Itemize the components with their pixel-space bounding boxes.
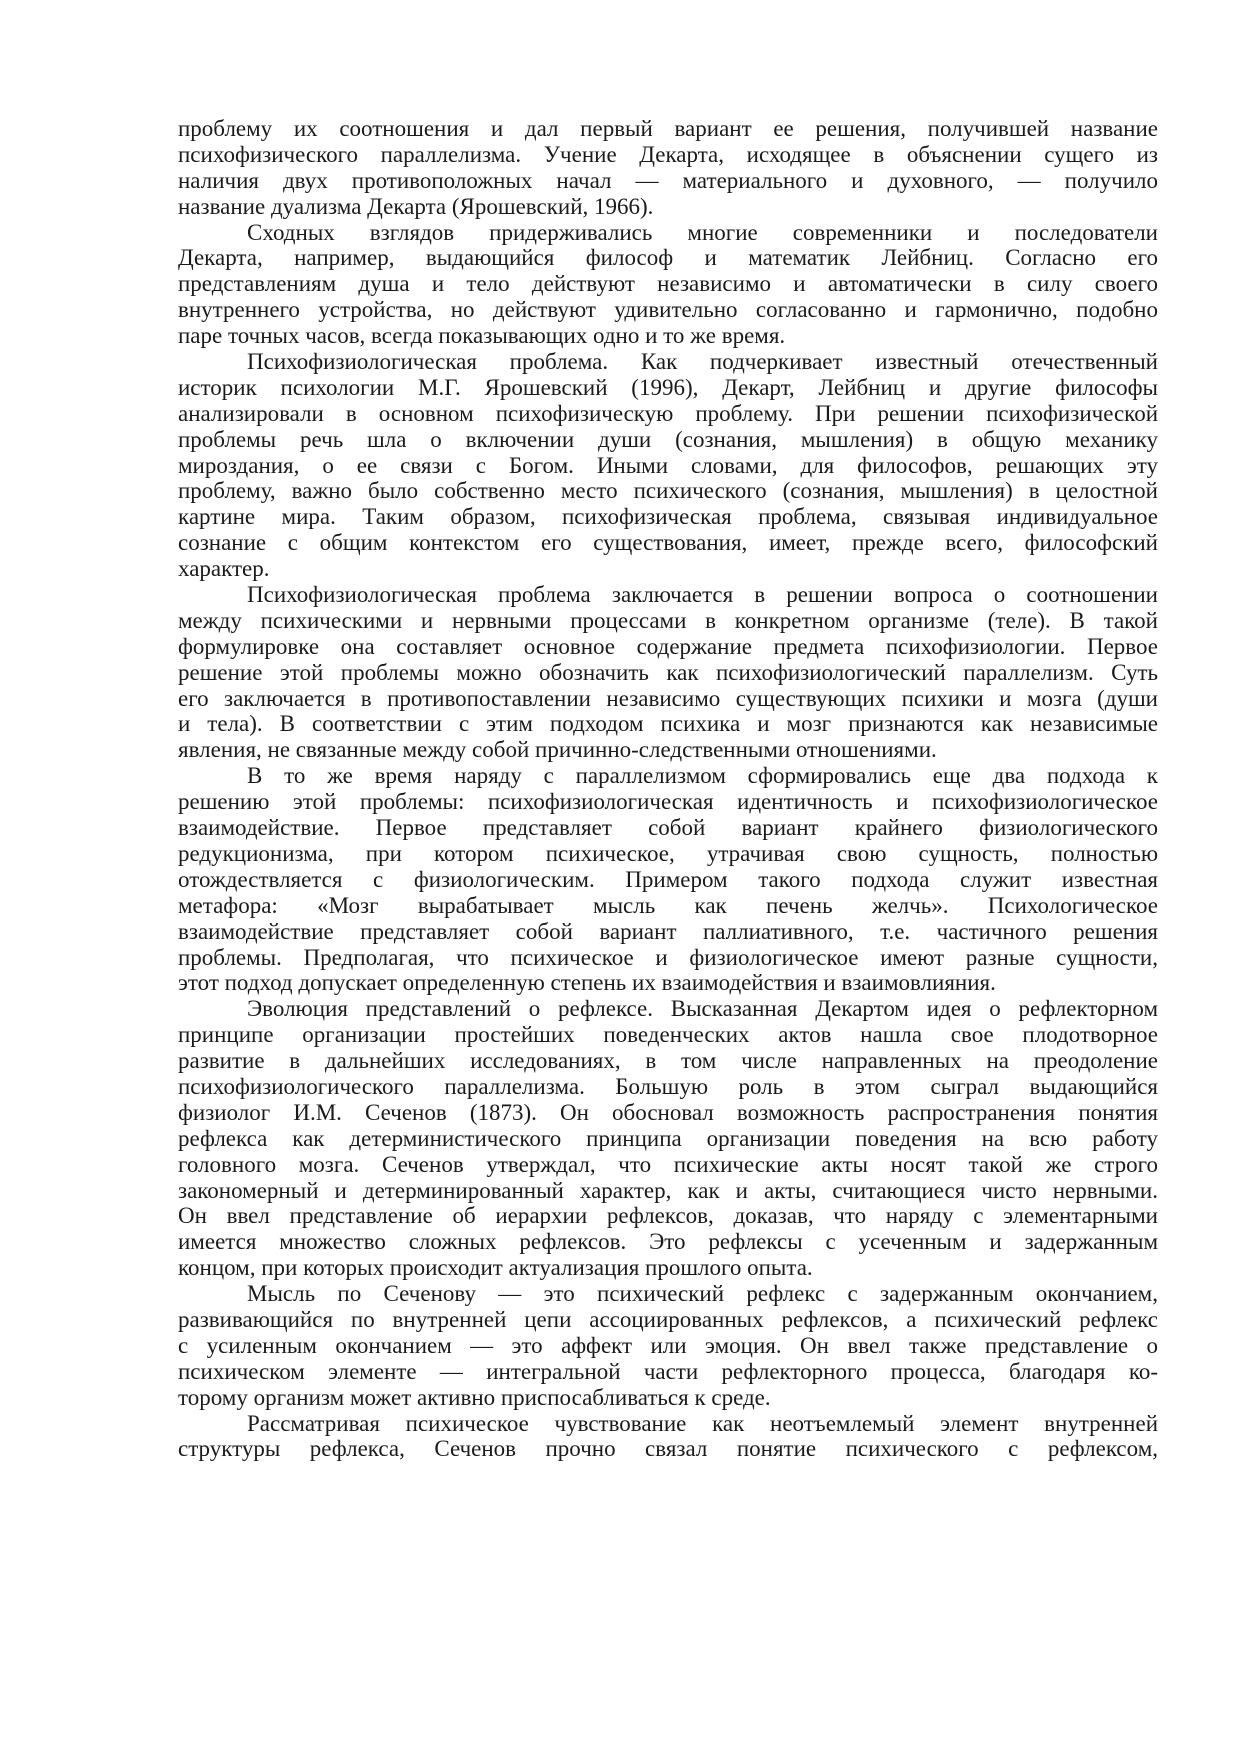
text-line: этот подход допускает определенную степень их взаимодействия и взаимовлияния. [178, 970, 996, 996]
text-line: Рассматривая психическое чувствование как неотъемлемый элемент внутренней [247, 1410, 1158, 1436]
paragraph [178, 349, 1158, 582]
text-line: Психофизиологическая проблема заключается в решении вопроса о соотношении [247, 582, 1158, 608]
text-line: редукционизма, при котором психическое, утрачивая свою сущность, полностью [178, 840, 1158, 866]
text-line: психофизиологического параллелизма. Большую роль в этом сыграл выдающийся [178, 1073, 1158, 1099]
text-line: имеется множество сложных рефлексов. Это рефлексы с усеченным и задержанным [178, 1229, 1158, 1255]
paragraph [178, 582, 1158, 763]
text-line: явления, не связанные между собой причинно-следственными отношениями. [178, 737, 937, 763]
paragraph [178, 763, 1158, 996]
text-line: метафора: «Мозг вырабатывает мысль как печень желчь». Психологическое [178, 892, 1158, 918]
paragraph [178, 1411, 1158, 1463]
text-line: анализировали в основном психофизическую проблему. При решении психофизической [178, 400, 1158, 426]
text-line: развивающийся по внутренней цепи ассоциированных рефлексов, а психический рефлекс [178, 1306, 1158, 1332]
text-line: Эволюция представлений о рефлексе. Высказанная Декартом идея о рефлекторном [247, 996, 1158, 1022]
text-line: Декарта, например, выдающийся философ и математик Лейбниц. Согласно его [178, 245, 1158, 271]
text-line: формулировке она составляет основное содержание предмета психофизиологии. Первое [178, 633, 1158, 659]
text-line: принципе организации простейших поведенческих актов нашла свое плодотворное [178, 1022, 1158, 1048]
text-line: структуры рефлекса, Сеченов прочно связал понятие психического с рефлексом, [178, 1436, 1158, 1462]
text-line: название дуализма Декарта (Ярошевский, 1966). [178, 193, 654, 219]
paragraph [178, 116, 1158, 220]
text-line: с усиленным окончанием — это аффект или эмоция. Он ввел также представление о [178, 1332, 1158, 1358]
text-line: развитие в дальнейших исследованиях, в том числе направленных на преодоление [178, 1048, 1158, 1074]
paragraph [178, 996, 1158, 1281]
text-line: физиолог И.М. Сеченов (1873). Он обосновал возможность распространения понятия [178, 1099, 1158, 1125]
text-line: внутреннего устройства, но действуют удивительно согласованно и гармонично, подобно [178, 297, 1158, 323]
text-line: взаимодействие. Первое представляет собой вариант крайнего физиологического [178, 815, 1158, 841]
text-line: между психическими и нервными процессами в конкретном организме (теле). В такой [178, 607, 1158, 633]
text-line: отождествляется с физиологическим. Примером такого подхода служит известная [178, 866, 1158, 892]
text-line: картине мира. Таким образом, психофизическая проблема, связывая индивидуальное [178, 504, 1158, 530]
text-line: взаимодействие представляет собой вариант паллиативного, т.е. частичного решения [178, 918, 1158, 944]
text-line: Он ввел представление об иерархии рефлексов, доказав, что наряду с элементарными [178, 1203, 1158, 1229]
text-line: рефлекса как детерминистического принципа организации поведения на всю работу [178, 1125, 1158, 1151]
text-line: и тела). В соответствии с этим подходом психика и мозг признаются как независимые [178, 711, 1158, 737]
text-line: Психофизиологическая проблема. Как подчеркивает известный отечественный [247, 349, 1158, 375]
paragraph [178, 220, 1158, 349]
text-line: паре точных часов, всегда показывающих одно и то же время. [178, 323, 786, 349]
text-line: Мысль по Сеченову — это психический рефлекс с задержанным окончанием, [247, 1281, 1158, 1307]
text-line: решение этой проблемы можно обозначить как психофизиологический параллелизм. Суть [178, 659, 1158, 685]
text-line: головного мозга. Сеченов утверждал, что психические акты носят такой же строго [178, 1151, 1158, 1177]
text-line: закономерный и детерминированный характер, как и акты, считающиеся чисто нервными. [178, 1177, 1158, 1203]
text-line: его заключается в противопоставлении независимо существующих психики и мозга (души [178, 685, 1158, 711]
text-line: представлениям душа и тело действуют независимо и автоматически в силу своего [178, 271, 1158, 297]
text-line: сознание с общим контекстом его существования, имеет, прежде всего, философский [178, 530, 1158, 556]
text-line: характер. [178, 556, 270, 582]
document-page [178, 116, 1158, 1462]
text-line: В то же время наряду с параллелизмом сформировались еще два подхода к [247, 763, 1158, 789]
paragraph [178, 1281, 1158, 1410]
text-line: психофизического параллелизма. Учение Декарта, исходящее в объяснении сущего из [178, 141, 1158, 167]
text-line: проблему, важно было собственно место психического (сознания, мышления) в целостной [178, 478, 1158, 504]
text-line: наличия двух противоположных начал — материального и духовного, — получило [178, 167, 1158, 193]
text-line: психическом элементе — интегральной части рефлекторного процесса, благодаря ко- [178, 1358, 1158, 1384]
text-line: решению этой проблемы: психофизиологическая идентичность и психофизиологическое [178, 789, 1158, 815]
text-line: концом, при которых происходит актуализация прошлого опыта. [178, 1255, 813, 1281]
text-line: проблему их соотношения и дал первый вариант ее решения, получившей название [178, 116, 1158, 141]
text-line: историк психологии М.Г. Ярошевский (1996), Декарт, Лейбниц и другие философы [178, 374, 1158, 400]
text-line: проблемы. Предполагая, что психическое и физиологическое имеют разные сущности, [178, 944, 1158, 970]
text-line: торому организм может активно приспосабливаться к среде. [178, 1384, 771, 1410]
text-line: Сходных взглядов придерживались многие современники и последователи [247, 219, 1158, 245]
text-line: проблемы речь шла о включении души (сознания, мышления) в общую механику [178, 426, 1158, 452]
text-line: мироздания, о ее связи с Богом. Иными словами, для философов, решающих эту [178, 452, 1158, 478]
